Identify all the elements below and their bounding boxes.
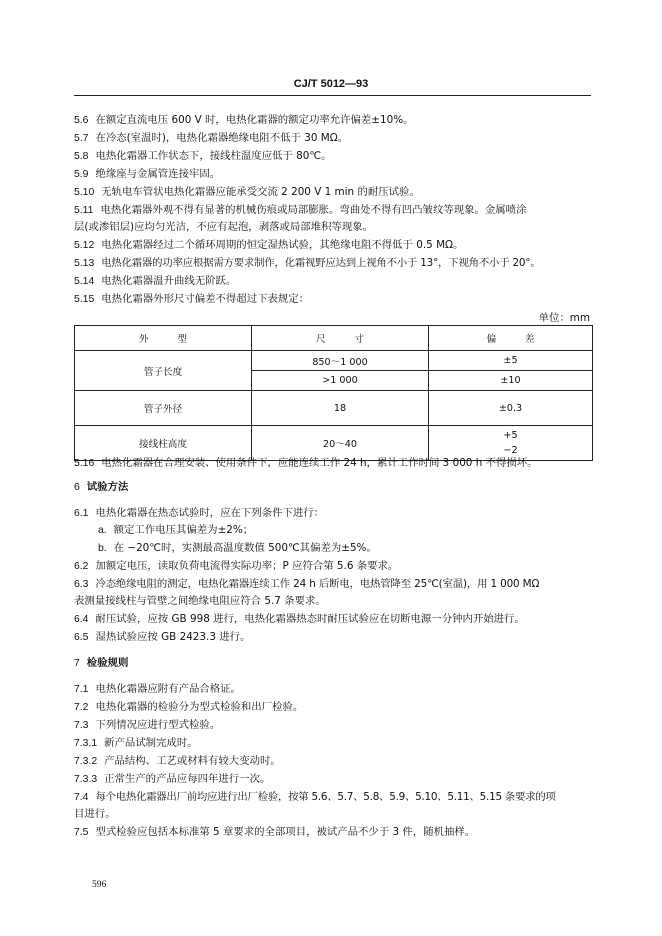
clause-7-3-2 xyxy=(74,754,592,769)
clause-5-7 xyxy=(74,131,592,146)
clause-7-4-cont xyxy=(74,807,592,822)
col-header-type: 外型 xyxy=(75,326,252,351)
clause-5-11-cont xyxy=(74,220,592,235)
clause-text: 冷态绝缘电阻的测定，电热化霜器连续工作 24 h 后断电，电热管降至 25℃(室温)，用 1 000 MΩ xyxy=(95,578,540,590)
clause-6-5 xyxy=(74,630,592,645)
clause-5-6 xyxy=(74,113,592,128)
cell-deviation: ±0.3 xyxy=(429,391,593,426)
clause-text: 电热化霜器的检验分为型式检验和出厂检验。 xyxy=(95,701,304,713)
clause-text: 额定工作电压其偏差为±2%； xyxy=(113,524,254,536)
clause-text: 耐压试验，应按 GB 998 进行，电热化霜器热态时耐压试验应在切断电源一分钟内开始进行。 xyxy=(95,613,525,625)
page-number: 596 xyxy=(92,880,107,890)
clause-5-12 xyxy=(74,238,592,253)
clause-text: 正常生产的产品应每四年进行一次。 xyxy=(104,773,271,785)
clause-text: 在额定直流电压 600 V 时，电热化霜器的额定功率允许偏差±10%。 xyxy=(95,114,414,126)
clause-number: 5.15 xyxy=(74,294,95,305)
clause-number: 6.3 xyxy=(74,579,89,590)
clause-number: a. xyxy=(98,525,107,536)
clause-5-16 xyxy=(74,456,592,471)
clause-7-4 xyxy=(74,790,592,805)
cell-size: 20～40 xyxy=(252,426,429,461)
table-unit: 单位：mm xyxy=(538,312,590,324)
clause-5-14 xyxy=(74,274,592,289)
clause-number: 5.14 xyxy=(74,276,95,287)
cell-size: 18 xyxy=(252,391,429,426)
cell-size: >1 000 xyxy=(252,371,429,391)
clause-5-8 xyxy=(74,149,592,164)
clause-5-9 xyxy=(74,167,592,182)
clause-6-1-b xyxy=(98,541,616,556)
section-title: 检验规则 xyxy=(86,657,129,669)
section-number: 7 xyxy=(74,658,80,669)
clause-number: 7.3.2 xyxy=(74,756,98,767)
row-label-tube-length: 管子长度 xyxy=(75,351,252,391)
clause-text: 在 −20℃时，实测最高温度数值 500℃其偏差为±5%。 xyxy=(113,542,377,554)
section-number: 6 xyxy=(74,482,80,493)
clause-6-3 xyxy=(74,577,592,592)
clause-text: 电热化霜器的功率应根据需方要求制作，化霜视野应达到上视角不小于 13°，下视角不小于 20°。 xyxy=(101,257,541,269)
clause-text: 无轨电车管状电热化霜器应能承受交流 2 200 V 1 min 的耐压试验。 xyxy=(101,186,420,198)
clause-text: 电热化霜器工作状态下，接线柱温度应低于 80℃。 xyxy=(95,150,332,162)
clause-number: 6.2 xyxy=(74,561,89,572)
clause-number: 6.5 xyxy=(74,632,89,643)
row-label-tube-diameter: 管子外径 xyxy=(75,391,252,426)
clause-5-10 xyxy=(74,185,592,200)
clause-number: 5.6 xyxy=(74,115,89,126)
clause-text: 表测量接线柱与管壁之间绝缘电阻应符合 5.7 条要求。 xyxy=(74,595,326,607)
clause-7-3 xyxy=(74,718,592,733)
table-header-row xyxy=(75,326,593,351)
col-header-deviation: 偏差 xyxy=(429,326,593,351)
clause-6-1-a xyxy=(98,523,616,538)
clause-5-13 xyxy=(74,256,592,271)
clause-text: 新产品试制完成时。 xyxy=(104,737,198,749)
clause-number: 6.4 xyxy=(74,614,89,625)
clause-text: 绝缘座与金属管连接牢固。 xyxy=(95,168,221,180)
clause-text: 型式检验应包括本标准第 5 章要求的全部项目，被试产品不少于 3 件，随机抽样。 xyxy=(95,826,476,838)
clause-text: 目进行。 xyxy=(74,808,116,820)
section-6-title xyxy=(74,480,592,495)
clause-7-2 xyxy=(74,700,592,715)
row-label-terminal-height: 接线柱高度 xyxy=(75,426,252,461)
clause-6-4 xyxy=(74,612,592,627)
clause-number: 5.7 xyxy=(74,133,89,144)
clause-7-5 xyxy=(74,825,592,840)
clause-number: 5.12 xyxy=(74,240,95,251)
cell-deviation: ±10 xyxy=(429,371,593,391)
header-rule xyxy=(74,95,591,96)
deviation-upper: +5 xyxy=(503,430,518,441)
deviation-lower: −2 xyxy=(503,445,518,456)
clause-text: 电热化霜器经过二个循环周期的恒定湿热试验，其绝缘电阻不得低于 0.5 MΩ。 xyxy=(101,239,464,251)
section-7-title xyxy=(74,656,592,671)
clause-number: b. xyxy=(98,543,107,554)
clause-7-3-3 xyxy=(74,772,592,787)
table-row xyxy=(75,351,593,371)
dimension-tolerance-table xyxy=(74,325,593,461)
clause-number: 6.1 xyxy=(74,508,89,519)
clause-text: 电热化霜器应附有产品合格证。 xyxy=(95,683,241,695)
cell-deviation: ±5 xyxy=(429,351,593,371)
clause-number: 5.8 xyxy=(74,151,89,162)
clause-7-3-1 xyxy=(74,736,592,751)
clause-number: 7.3.1 xyxy=(74,738,98,749)
clause-number: 7.4 xyxy=(74,792,89,803)
clause-text: 在冷态(室温时)，电热化霜器绝缘电阻不低于 30 MΩ。 xyxy=(95,132,349,144)
clause-number: 5.9 xyxy=(74,169,89,180)
clause-text: 电热化霜器外形尺寸偏差不得超过下表规定： xyxy=(101,293,310,305)
section-title: 试验方法 xyxy=(86,481,129,493)
clause-number: 5.11 xyxy=(74,205,94,216)
clause-text: 湿热试验应按 GB 2423.3 进行。 xyxy=(95,631,251,643)
clause-number: 7.3 xyxy=(74,720,89,731)
clause-text: 电热化霜器在合理安装、使用条件下，应能连续工作 24 h，累计工作时间 3 000 h 不得损坏。 xyxy=(101,457,538,469)
clause-6-2 xyxy=(74,559,592,574)
clause-number: 7.5 xyxy=(74,827,89,838)
clause-text: 电热化霜器外观不得有显著的机械伤痕或局部膨胀。弯曲处不得有凹凸皱纹等现象。金属喷涂 xyxy=(100,204,527,216)
clause-text: 电热化霜器温升曲线无阶跃。 xyxy=(101,275,237,287)
standard-code-header: CJ/T 5012—93 xyxy=(293,78,369,90)
clause-5-15 xyxy=(74,292,592,307)
clause-number: 7.1 xyxy=(74,684,89,695)
clause-text: 每个电热化霜器出厂前均应进行出厂检验，按第 5.6、5.7、5.8、5.9、5.10、5.11、5.15 条要求的项 xyxy=(95,791,556,803)
clause-number: 5.16 xyxy=(74,458,95,469)
table-row xyxy=(75,391,593,426)
clause-text: 加额定电压，读取负荷电流得实际功率；P 应符合第 5.6 条要求。 xyxy=(95,560,399,572)
clause-number: 5.10 xyxy=(74,187,95,198)
clause-text: 产品结构、工艺或材料有较大变动时。 xyxy=(104,755,281,767)
clause-5-11 xyxy=(74,203,592,218)
col-header-size: 尺寸 xyxy=(252,326,429,351)
clause-6-1 xyxy=(74,506,592,521)
clause-number: 7.3.3 xyxy=(74,774,98,785)
clause-number: 7.2 xyxy=(74,702,89,713)
clause-7-1 xyxy=(74,682,592,697)
cell-size: 850～1 000 xyxy=(252,351,429,371)
clause-text: 下列情况应进行型式检验。 xyxy=(95,719,221,731)
clause-6-3-cont xyxy=(74,594,592,609)
clause-text: 电热化霜器在热态试验时，应在下列条件下进行： xyxy=(95,507,325,519)
clause-number: 5.13 xyxy=(74,258,95,269)
clause-text: 层(或渗铝层)应均匀光洁，不应有起泡，剥落或局部堆积等现象。 xyxy=(74,221,374,233)
